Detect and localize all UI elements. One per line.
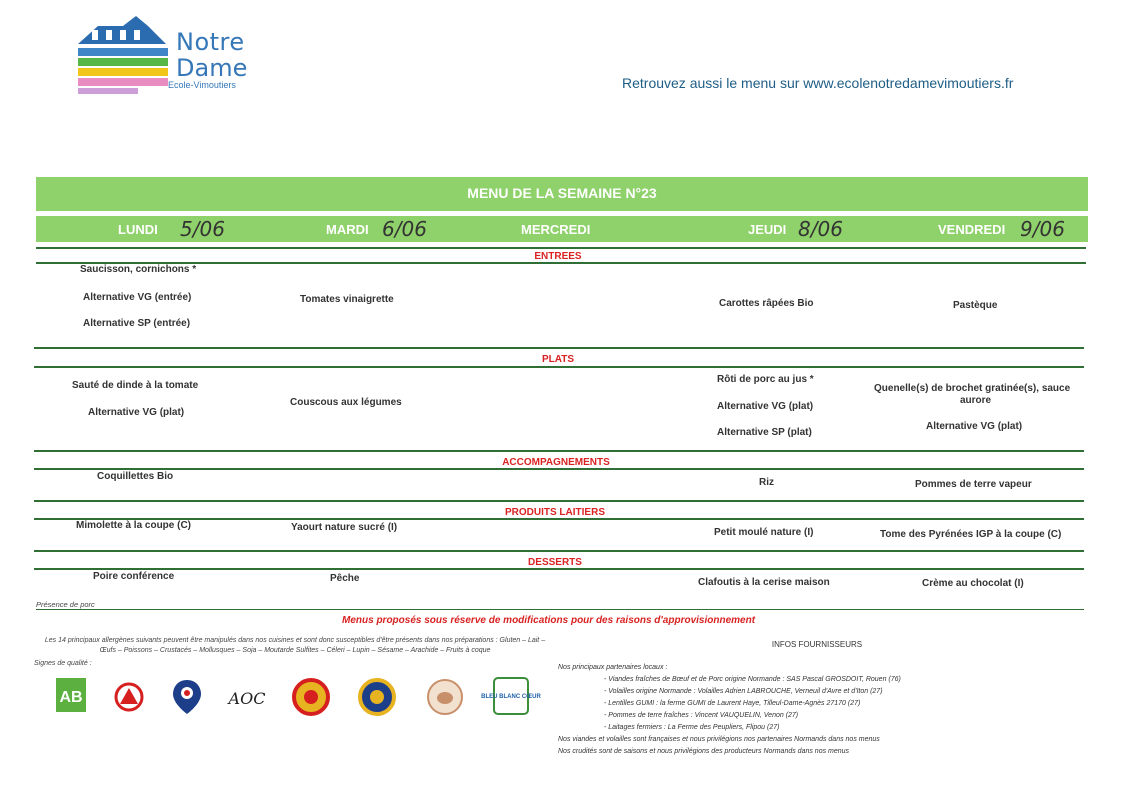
divider — [34, 347, 1084, 349]
plat-mardi: Couscous aux légumes — [290, 397, 402, 408]
section-desserts: DESSERTS — [528, 557, 582, 568]
menu-title: MENU DE LA SEMAINE N°23 — [467, 185, 657, 201]
partner-line: - Pommes de terre fraîches : Vincent VAUQUELIN, Venon (27) — [604, 712, 799, 719]
date-lundi: 5/06 — [180, 217, 225, 241]
aop-label-icon — [290, 676, 332, 718]
plat-vendredi-2: Alternative VG (plat) — [926, 421, 1023, 432]
entree-vendredi: Pastèque — [953, 300, 998, 311]
laitier-jeudi: Petit moulé nature (I) — [714, 527, 814, 538]
divider — [34, 468, 1084, 470]
divider — [34, 568, 1084, 570]
section-entrees: ENTREES — [534, 251, 582, 262]
entree-lundi-3: Alternative SP (entrée) — [83, 318, 191, 329]
dessert-lundi: Poire conférence — [93, 571, 175, 582]
plat-jeudi-3: Alternative SP (plat) — [717, 427, 812, 438]
plat-lundi-2: Alternative VG (plat) — [88, 407, 185, 418]
partners-outro-1: Nos viandes et volailles sont françaises et nous privilégions nos partenaires Normands dans nos menus — [558, 736, 880, 743]
aoc-label-icon — [226, 676, 268, 718]
partners-outro-2: Nos crudités sont de saisons et nous privilégions des producteurs Normands dans nos menus — [558, 748, 850, 755]
section-accompagnements: ACCOMPAGNEMENTS — [502, 457, 610, 468]
plat-vendredi-1b: aurore — [960, 395, 992, 406]
laitier-mardi: Yaourt nature sucré (I) — [291, 522, 398, 533]
entree-jeudi: Carottes râpées Bio — [719, 298, 814, 309]
day-mercredi: MERCREDI — [521, 222, 591, 237]
ab-label-text: AB — [59, 689, 83, 706]
logo-line2: Dame — [176, 54, 248, 82]
divider — [36, 609, 1084, 610]
partner-line: - Laitages fermiers : La Ferme des Peupliers, Flipou (27) — [604, 724, 780, 731]
dessert-jeudi: Clafoutis à la cerise maison — [698, 577, 830, 588]
dessert-mardi: Pêche — [330, 573, 360, 584]
day-vendredi: VENDREDI — [938, 222, 1006, 237]
ab-label-icon — [52, 676, 94, 718]
divider — [34, 518, 1084, 520]
day-jeudi: JEUDI — [748, 222, 787, 237]
entree-mardi: Tomates vinaigrette — [300, 294, 394, 305]
entree-lundi-2: Alternative VG (entrée) — [83, 292, 192, 303]
entree-lundi-1: Saucisson, cornichons * — [80, 264, 197, 275]
day-mardi: MARDI — [326, 222, 369, 237]
accomp-vendredi: Pommes de terre vapeur — [915, 479, 1032, 490]
label-rouge-icon — [108, 676, 150, 718]
bleu-blanc-coeur-icon — [481, 676, 541, 718]
presence-porc-note: Présence de porc — [36, 600, 95, 609]
plat-vendredi-1: Quenelle(s) de brochet gratinée(s), sauce — [874, 383, 1071, 394]
accomp-jeudi: Riz — [759, 477, 774, 488]
divider — [34, 550, 1084, 552]
plat-lundi-1: Sauté de dinde à la tomate — [72, 380, 199, 391]
allergens-text: Les 14 principaux allergènes suivants peuvent être manipulés dans nos cuisines et sont donc susceptibles d'être présents dans nos préparations : Gluten – Lait – Œufs – Poissons – Crustacés – Mollusques – Soja – Moutarde Sulfites – Céleri – Lupin – Sésame – Arachide – Fruits à coque — [44, 637, 546, 654]
partner-line: - Lentilles GUMI : la ferme GUMI de Laurent Haye, Tilleul-Dame-Agnès 27170 (27) — [604, 700, 861, 707]
partners-intro: Nos principaux partenaires locaux : — [558, 664, 668, 671]
section-laitiers: PRODUITS LAITIERS — [504, 507, 605, 518]
section-plats: PLATS — [541, 354, 575, 365]
laitier-vendredi: Tome des Pyrénées IGP à la coupe (C) — [880, 529, 1062, 540]
divider — [34, 450, 1084, 452]
supplier-info-title: INFOS FOURNISSEURS — [771, 640, 863, 649]
plat-jeudi-2: Alternative VG (plat) — [717, 401, 814, 412]
igp-location-icon — [166, 676, 208, 718]
website-link[interactable]: Retrouvez aussi le menu sur www.ecolenotredamevimoutiers.fr — [622, 75, 1014, 91]
fermier-label-icon — [424, 676, 466, 718]
quality-signs-title: Signes de qualité : — [34, 660, 92, 667]
divider — [34, 366, 1084, 368]
divider — [36, 247, 1086, 249]
date-mardi: 6/06 — [382, 217, 427, 241]
date-jeudi: 8/06 — [798, 217, 843, 241]
partner-line: - Viandes fraîches de Bœuf et de Porc origine Normande : SAS Pascal GROSDOIT, Rouen (76) — [604, 676, 901, 683]
partner-line: - Volailles origine Normande : Volailles Adrien LABROUCHE, Verneuil d'Avre et d'Iton (27) — [604, 688, 883, 695]
divider — [34, 500, 1084, 502]
day-lundi: LUNDI — [118, 222, 158, 237]
plat-jeudi-1: Rôti de porc au jus * — [717, 374, 814, 385]
accomp-lundi: Coquillettes Bio — [97, 471, 174, 482]
supply-notice: Menus proposés sous réserve de modifications pour des raisons d'approvisionnement — [342, 615, 756, 626]
laitier-lundi: Mimolette à la coupe (C) — [76, 520, 192, 531]
date-vendredi: 9/06 — [1020, 217, 1065, 241]
dessert-vendredi: Crème au chocolat (I) — [922, 578, 1024, 589]
igp-eu-label-icon — [356, 676, 398, 718]
logo-line1: Notre — [176, 28, 245, 56]
logo-line3: Ecole-Vimoutiers — [168, 80, 236, 90]
bbc-label-text: BLEU BLANC CŒUR — [481, 694, 541, 700]
aoc-label-text: AOC — [228, 689, 266, 708]
